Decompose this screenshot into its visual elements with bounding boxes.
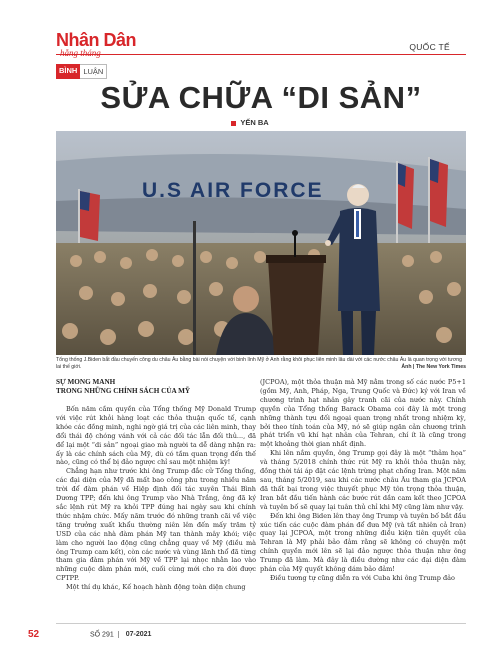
masthead-logo-tagline: hằng tháng	[60, 48, 101, 58]
article-column-left	[56, 378, 256, 592]
photo-caption	[56, 357, 466, 371]
subhead-line-1: SỰ MONG MANH	[56, 378, 116, 386]
paragraph: Bốn năm cầm quyền của Tổng thống Mỹ Donald Trump với việc rút khỏi hàng loạt các thỏa thuận quốc tế, cạnh khóe các đồng minh, nghi ngờ giá trị của các liên minh, thay đổi thái độ chóng vánh với cả các đối tác lẫn đối thủ..., đã để lại một “di sản” ngoại giao mà người ta dễ dàng nhận ra: ấy là các chính sách của Mỹ, dù có tầm quan trọng đến thế nào, cũng có thể bị đảo ngược chỉ sau một nhiệm kỳ!	[56, 405, 256, 467]
paragraph: Điều tương tự cũng diễn ra với Cuba khi ông Trump đảo	[270, 573, 455, 582]
byline-square-icon	[231, 121, 236, 126]
badge-primary: BÌNH	[56, 64, 80, 79]
paragraph: Đến khi ông Biden lên thay ông Trump và tuyên bố bắt đầu xúc tiến các cuộc đàm phán để đưa Mỹ (và tất nhiên cả Iran) quay lại JCPOA, một trong những điều kiện tiên quyết của Tehran là Mỹ phải bảo đảm rằng sẽ không có chuyện một chính quyền mới lên sẽ lại đảo ngược thỏa thuận như ông Trump đã làm. Mà đây là điều dường như các đại diện đàm phán của Mỹ quyết không dám bảo đảm!	[260, 511, 466, 574]
badge-secondary: LUẬN	[80, 64, 107, 79]
issue-number: SỐ 291	[90, 631, 114, 639]
microphone-stand	[193, 221, 196, 355]
masthead-logo: Nhân Dân	[56, 30, 137, 50]
subhead-line-2: TRONG NHỮNG CHÍNH SÁCH CỦA MỸ	[56, 387, 191, 395]
footer-rule	[56, 623, 466, 624]
caption-credit: Ảnh | The New York Times	[401, 364, 466, 370]
caption-text: Tổng thống J.Biden bắt đầu chuyến công du châu Âu bằng bài nói chuyện với binh lính Mỹ ở Anh rằng khôi phục liên minh lâu dài với các nước châu Âu là quan trọng với tương lai thế giới.	[56, 357, 463, 370]
paragraph: Khi lên nắm quyền, ông Trump gọi đây là một “thảm họa” và tháng 5/2018 chính thức rút Mỹ ra khỏi thỏa thuận này, đồng thời tái áp đặt các lệnh trừng phạt chống Iran. Một năm sau, tháng 5/2019, sau khi các nước châu Âu tham gia JCPOA đã thất bại trong việc thuyết phục Mỹ tôn trọng thỏa thuận, Iran bắt đầu tiến hành các bước rút dần cam kết theo JCPOA và tuyên bố sẽ quay lại tuân thủ chỉ khi Mỹ cũng làm như vậy.	[260, 449, 466, 511]
paragraph: (JCPOA), một thỏa thuận mà Mỹ nằm trong số các nước P5+1 (gồm Mỹ, Anh, Pháp, Nga, Trung Quốc và Đức) ký với Iran về chương trình hạt nhân gây tranh cãi của nước này. Chính quyền của Tổng thống Barack Obama coi đây là một trong những thành tựu đối ngoại quan trọng nhất trong nhiệm kỳ, bởi theo tính toán của Mỹ, nó sẽ giúp ngăn cản chương trình phát triển vũ khí hạt nhân của Tehran, chí ít là cũng trong một khoảng thời gian nhất định.	[260, 378, 466, 449]
headline: SỬA CHỮA “DI SẢN”	[100, 80, 422, 115]
paragraph: Chẳng hạn như trước khi ông Trump đắc cử Tổng thống, các đại diện của Mỹ đã mất bao công phu trong nhiều năm trời để đàm phán về Hiệp định đối tác xuyên Thái Bình Dương TPP; đến khi ông Trump vào Nhà Trắng, ông đã ký sắc lệnh rút Mỹ ra khỏi TPP đúng hai ngày sau khi chính thức nhậm chức. Mấy năm trước đó những tranh cãi về việc tăng trưởng xuất khẩu thường niên lên đến mấy trăm tỷ USD của các nhà đàm phán Mỹ tan thành mây khói; việc làm cho người lao động cũng chẳng quay về Mỹ (điều mà ông Trump cam kết), còn các nước và vùng lãnh thổ đã từng tham gia đàm phán với Mỹ về TPP lại nhọc nhằn lao vào những cuộc đàm phán mới, cuối cùng mới cho ra đời được CPTPP.	[56, 467, 256, 583]
section-label: QUỐC TẾ	[409, 42, 450, 52]
article-column-right	[260, 378, 466, 583]
photo-illustration	[56, 131, 466, 355]
page-number: 52	[28, 629, 40, 640]
paragraph: Một thí dụ khác, Kế hoạch hành động toàn diện chung	[66, 583, 246, 592]
issue-date: 07-2021	[125, 631, 152, 639]
photo-banner-text: U.S AIR FORCE	[142, 179, 324, 202]
author-name: YẾN BA	[240, 118, 269, 127]
top-rule	[56, 54, 466, 55]
issue-divider	[118, 631, 119, 638]
category-badge	[56, 64, 107, 79]
byline	[0, 118, 500, 127]
article-photo	[56, 131, 466, 355]
issue-info	[90, 631, 151, 638]
article-subhead	[56, 378, 256, 396]
